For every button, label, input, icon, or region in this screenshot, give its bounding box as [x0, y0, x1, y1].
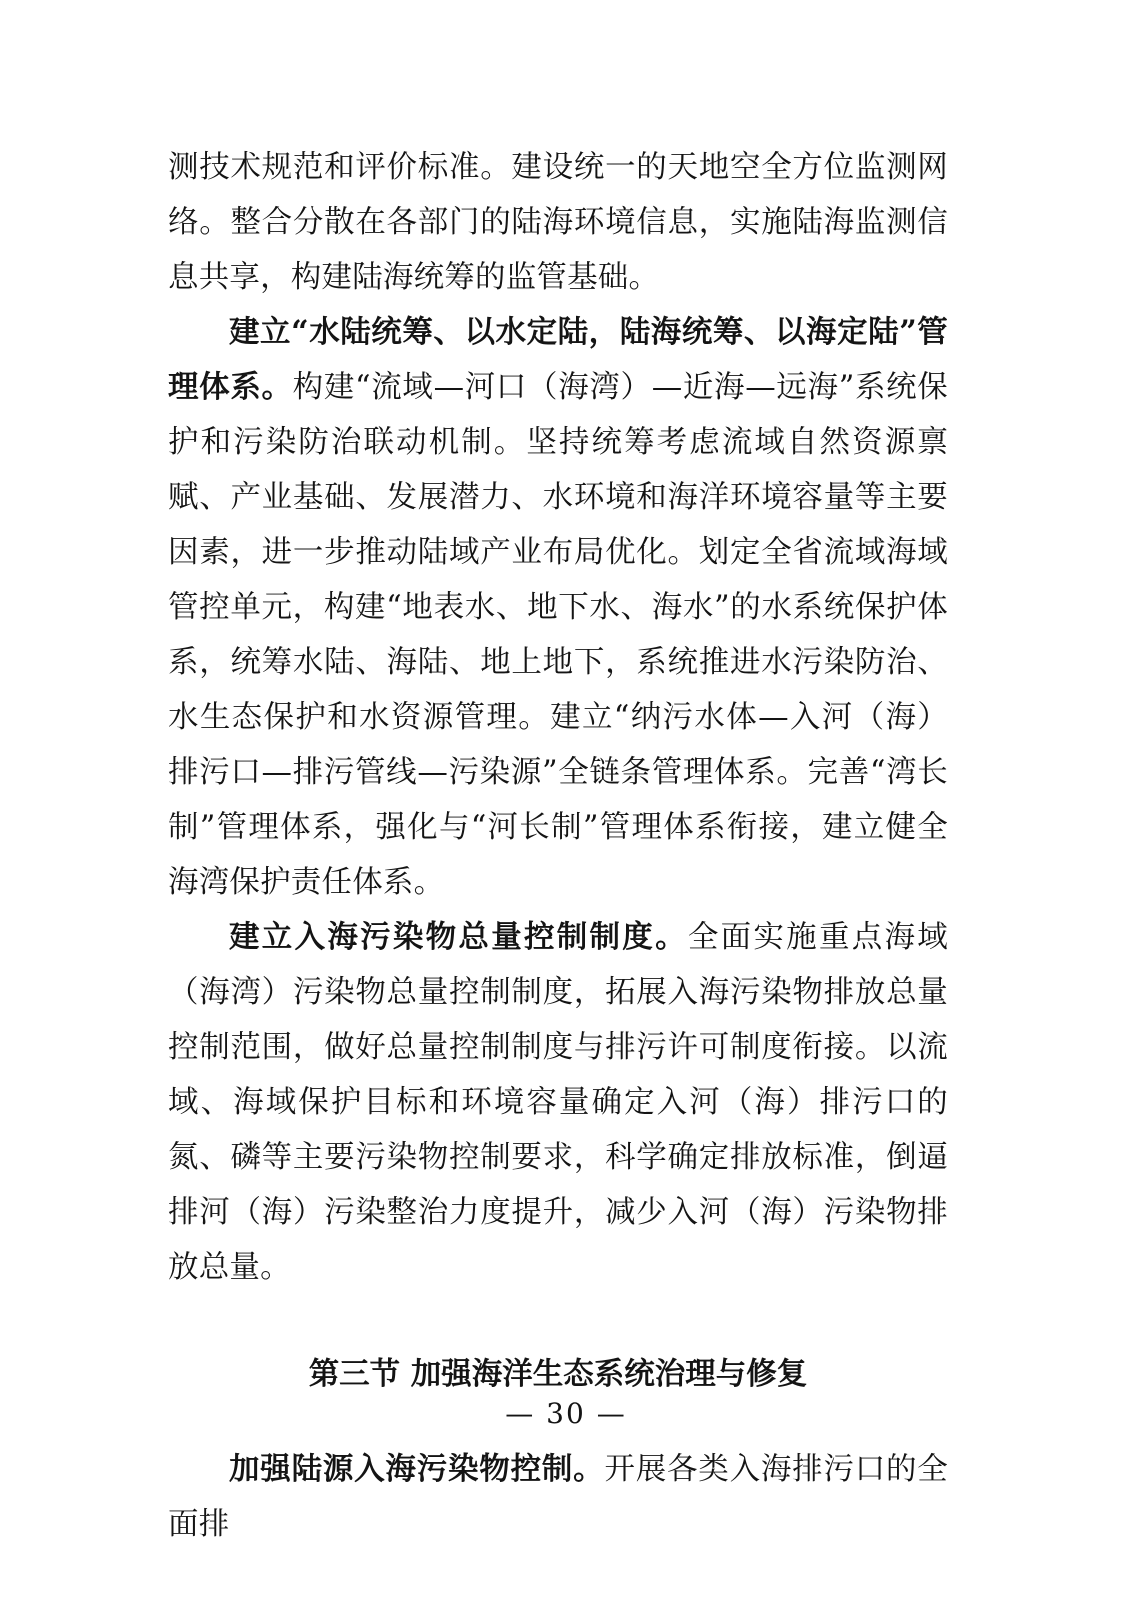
paragraph-lead: 加强陆源入海污染物控制。: [229, 1451, 605, 1487]
paragraph-land-sea-coordination: [168, 305, 948, 910]
page-number: — 30 —: [505, 1397, 627, 1430]
paragraph-continuation: [168, 140, 948, 305]
heading-spacer-above: [168, 1295, 948, 1347]
paragraph-lead: 建立“水陆统筹、以水定陆，陆海统筹、以海定陆”管理体系。: [168, 314, 948, 405]
paragraph-text: 开展各类入海排污口的全面排: [168, 1452, 948, 1542]
paragraph-text: 全面实施重点海域（海湾）污染物总量控制制度，拓展入海污染物排放总量控制范围，做好总量控制制度与排污许可制度衔接。以流域、海域保护目标和环境容量确定入河（海）排污口的氮、磷等主要污染物控制要求，科学确定排放标准，倒逼排河（海）污染整治力度提升，减少入河（海）污染物排放总量。: [168, 920, 948, 1285]
paragraph-lead: 建立入海污染物总量控制制度。: [229, 919, 688, 955]
paragraph-text: 构建“流域—河口（海湾）—近海—远海”系统保护和污染防治联动机制。坚持统筹考虑流域自然资源禀赋、产业基础、发展潜力、水环境和海洋环境容量等主要因素，进一步推动陆域产业布局优化。划定全省流域海域管控单元，构建“地表水、地下水、海水”的水系统保护体系，统筹水陆、海陆、地上地下，系统推进水污染防治、水生态保护和水资源管理。建立“纳污水体—入河（海）排污口—排污管线—污染源”全链条管理体系。完善“湾长制”管理体系，强化与“河长制”管理体系衔接，建立健全海湾保护责任体系。: [168, 370, 948, 900]
section-heading: 第三节 加强海洋生态系统治理与修复: [308, 1356, 808, 1392]
paragraph-text: 测技术规范和评价标准。建设统一的天地空全方位监测网络。整合分散在各部门的陆海环境信息，实施陆海监测信息共享，构建陆海统筹的监管基础。: [168, 150, 948, 295]
paragraph-land-source-pollution-control: [168, 1442, 948, 1552]
paragraph-total-pollutant-control: [168, 910, 948, 1295]
page-content: [168, 140, 948, 1552]
